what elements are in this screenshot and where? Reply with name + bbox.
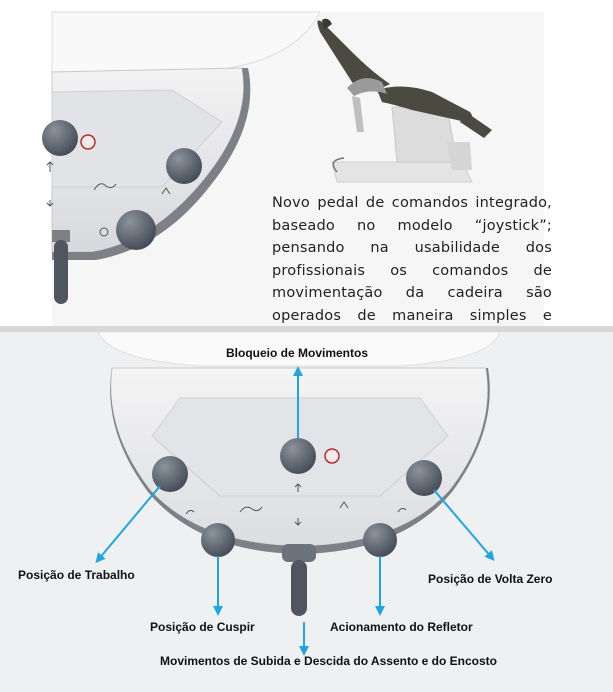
label-refletor: Acionamento do Refletor [330, 620, 473, 634]
button-cuspir [201, 523, 235, 557]
joystick-base [282, 544, 316, 562]
label-subida-descida: Movimentos de Subida e Descida do Assento e do Encosto [160, 654, 497, 668]
button-refletor [363, 523, 397, 557]
joystick [291, 560, 307, 616]
arrow-volta-zero [434, 490, 492, 558]
label-volta-zero: Posição de Volta Zero [428, 572, 553, 586]
button-trabalho [152, 456, 188, 492]
arrow-trabalho [98, 486, 160, 560]
lock-icon [325, 449, 339, 463]
label-trabalho: Posição de Trabalho [18, 568, 135, 582]
label-cuspir: Posição de Cuspir [150, 620, 255, 634]
label-bloqueio: Bloqueio de Movimentos [226, 346, 369, 360]
description-text: Novo pedal de comandos integrado, baseado no modelo “joystick”; pensando na usabilidade dos profissionais os comandos de movimentação da cadeira são operados de maneira simples e [272, 195, 552, 324]
button-volta-zero [406, 460, 442, 496]
button-bloqueio [280, 438, 316, 474]
